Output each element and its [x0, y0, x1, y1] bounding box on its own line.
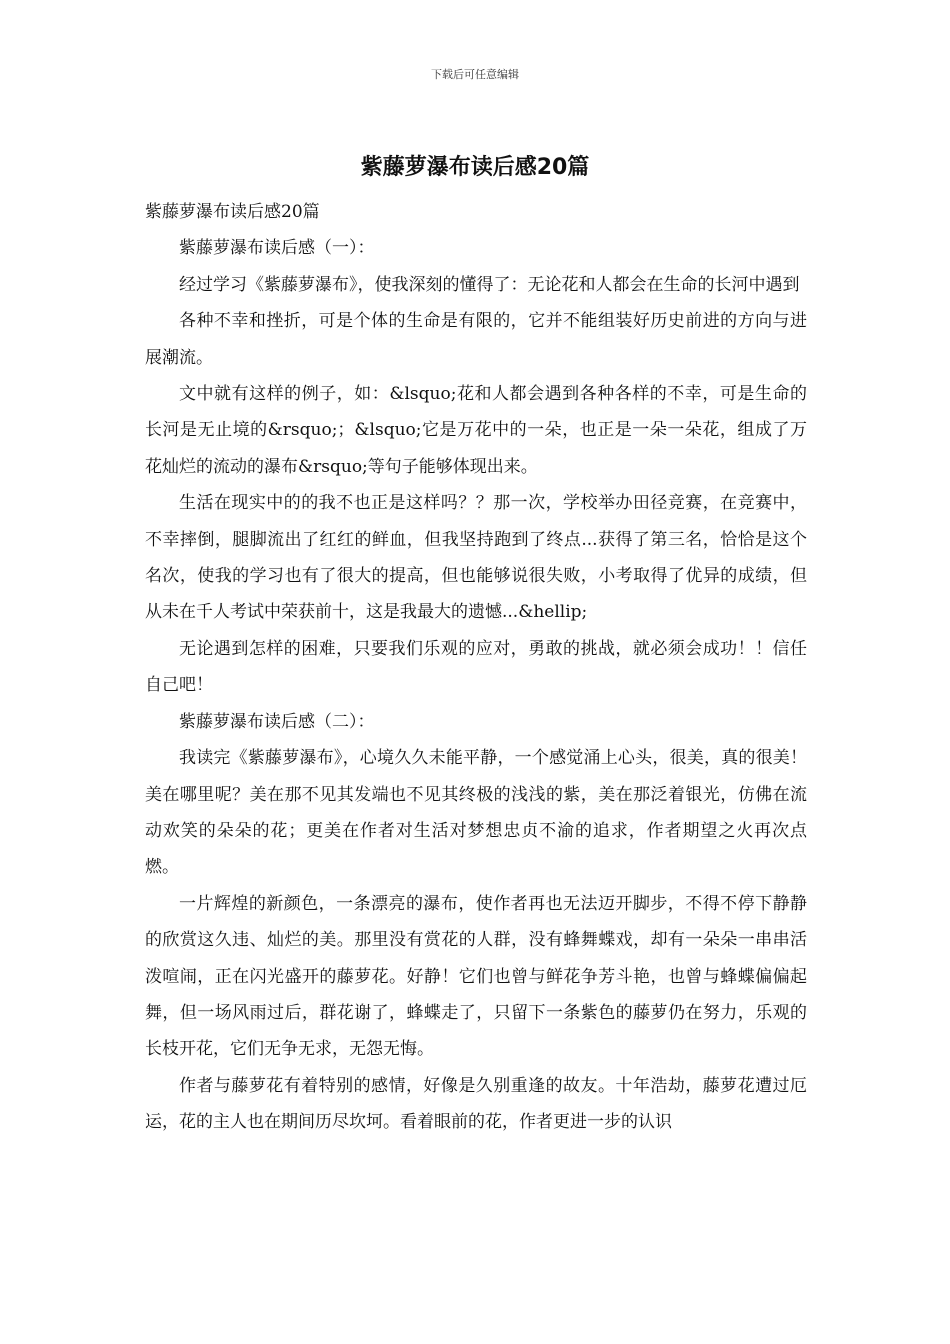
paragraph: 我读完《紫藤萝瀑布》，心境久久未能平静，一个感觉涌上心头，很美，真的很美！美在哪里呢？美在那不见其发端也不见其终极的浅浅的紫，美在那泛着银光，仿佛在流动欢笑的朵朵的花；更美在作者对生活对梦想忠贞不渝的追求，作者期望之火再次点燃。 [145, 748, 807, 878]
header-note: 下载后可任意编辑 [431, 68, 519, 81]
paragraph: 一片辉煌的新颜色，一条漂亮的瀑布，使作者再也无法迈开脚步，不得不停下静静的欣赏这久违、灿烂的美。那里没有赏花的人群，没有蜂舞蝶戏，却有一朵朵一串串活泼喧闹，正在闪光盛开的藤萝花。好静！它们也曾与鲜花争芳斗艳，也曾与蜂蝶偏偏起舞，但一场风雨过后，群花谢了，蜂蝶走了，只留下一条紫色的藤萝仍在努力，乐观的长枝开花，它们无争无求，无怨无悔。 [145, 893, 807, 1060]
document-title: 紫藤萝瀑布读后感20篇 [360, 155, 590, 180]
paragraph: 生活在现实中的的我不也正是这样吗？？那一次，学校举办田径竞赛，在竞赛中，不幸摔倒，腿脚流出了红红的鲜血，但我坚持跑到了终点...获得了第三名，恰恰是这个名次，使我的学习也有了很大的提高，但也能够说很失败，小考取得了优异的成绩，但从未在千人考试中荣获前十，这是我最大的遗憾...&hellip; [145, 493, 807, 623]
paragraph: 无论遇到怎样的困难，只要我们乐观的应对，勇敢的挑战，就必须会成功！！信任自己吧！ [145, 638, 807, 696]
paragraph-subtitle: 紫藤萝瀑布读后感20篇 [145, 202, 320, 222]
paragraph-section-heading: 紫藤萝瀑布读后感（一）： [179, 238, 375, 259]
document-body [145, 194, 807, 1141]
paragraph: 各种不幸和挫折，可是个体的生命是有限的，它并不能组装好历史前进的方向与进展潮流。 [145, 311, 807, 368]
paragraph-section-heading: 紫藤萝瀑布读后感（二）： [179, 711, 375, 732]
paragraph: 文中就有这样的例子，如：&lsquo;花和人都会遇到各种各样的不幸，可是生命的长河是无止境的&rsquo;；&lsquo;它是万花中的一朵，也正是一朵一朵花，组成了万花灿烂的流动的瀑布&rsquo;等句子能够体现出来。 [145, 384, 807, 477]
paragraph: 作者与藤萝花有着特别的感情，好像是久别重逢的故友。十年浩劫，藤萝花遭过厄运，花的主人也在期间历尽坎坷。看着眼前的花，作者更进一步的认识 [145, 1075, 807, 1133]
paragraph: 经过学习《紫藤萝瀑布》，使我深刻的懂得了：无论花和人都会在生命的长河中遇到 [179, 274, 800, 295]
